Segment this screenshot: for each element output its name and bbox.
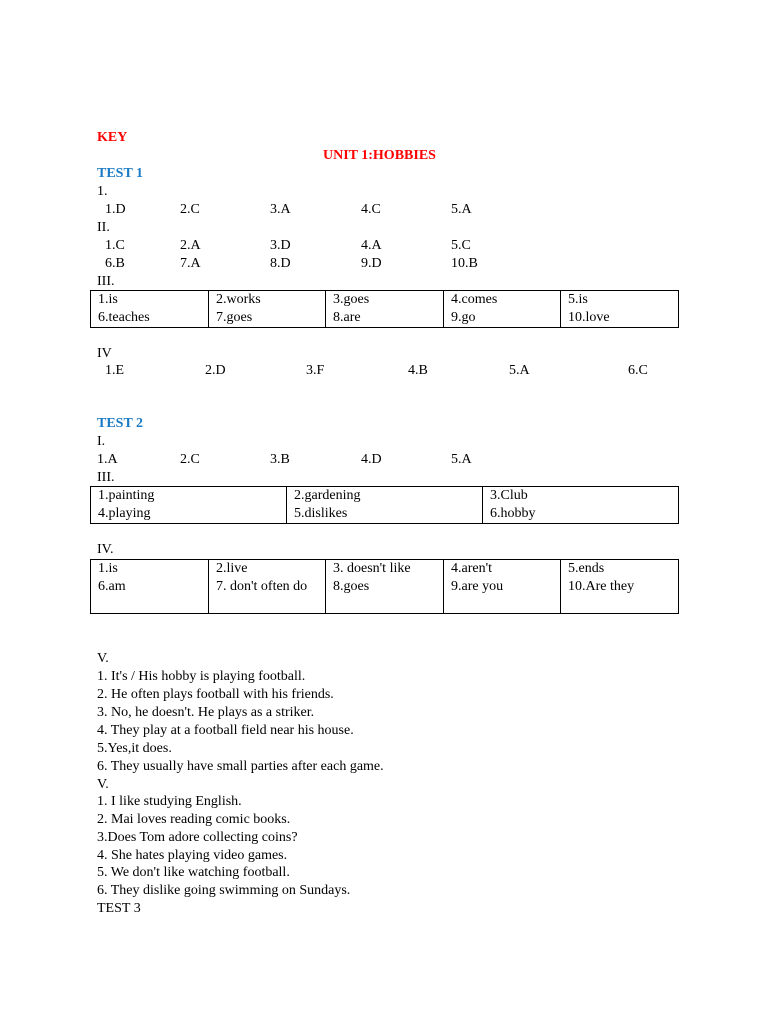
unit-title: UNIT 1:HOBBIES xyxy=(323,148,436,163)
answer: 8.D xyxy=(270,256,291,271)
cell-line: 5.is xyxy=(568,292,588,307)
cell-line: 5.ends xyxy=(568,561,605,576)
answer: 2.D xyxy=(205,363,226,378)
answer: 4.B xyxy=(408,363,428,378)
table-cell xyxy=(209,291,326,328)
test1-section1-answers xyxy=(0,201,768,219)
answer-line: 2. Mai loves reading comic books. xyxy=(97,812,291,827)
answer-line: 3. No, he doesn't. He plays as a striker. xyxy=(97,705,315,720)
test3-heading: TEST 3 xyxy=(97,901,141,916)
test1-section2-row1 xyxy=(0,237,768,255)
test1-section2-row2 xyxy=(0,255,768,273)
answer-line: 3.Does Tom adore collecting coins? xyxy=(97,830,298,845)
answer: 1.E xyxy=(105,363,125,378)
answer: 3.A xyxy=(270,202,291,217)
answer: 3.D xyxy=(270,238,291,253)
test2-section3-label: III. xyxy=(97,470,115,485)
answer: 10.B xyxy=(451,256,478,271)
cell-line: 10.love xyxy=(568,310,610,325)
key-heading: KEY xyxy=(97,130,128,145)
answer: 6.B xyxy=(105,256,125,271)
table-cell xyxy=(91,291,209,328)
answer-line: 5.Yes,it does. xyxy=(97,741,172,756)
answer: 3.B xyxy=(270,452,290,467)
test1-section4-answers xyxy=(0,362,768,380)
answer: 2.A xyxy=(180,238,201,253)
answer: 4.C xyxy=(361,202,381,217)
table-cell xyxy=(483,487,679,524)
cell-line: 1.is xyxy=(98,292,118,307)
answer-line: 4. They play at a football field near his house. xyxy=(97,723,354,738)
answer: 5.A xyxy=(451,452,472,467)
table-cell xyxy=(326,560,444,614)
test2-section4-table xyxy=(90,559,679,614)
test1-section1-label: 1. xyxy=(97,184,108,199)
answer-line: 1. It's / His hobby is playing football. xyxy=(97,669,306,684)
answer: 4.A xyxy=(361,238,382,253)
cell-line: 8.are xyxy=(333,310,361,325)
table-row xyxy=(91,560,679,614)
test1-section3-label: III. xyxy=(97,274,115,289)
cell-line: 6.am xyxy=(98,579,126,594)
test2-section1-answers xyxy=(0,451,768,469)
table-row xyxy=(91,291,679,328)
test2-heading: TEST 2 xyxy=(97,416,144,431)
answer: 9.D xyxy=(361,256,382,271)
test2-section5-label: V. xyxy=(97,651,109,666)
answer: 7.A xyxy=(180,256,201,271)
answer-line: 6. They usually have small parties after each game. xyxy=(97,759,384,774)
cell-line: 4.playing xyxy=(98,506,151,521)
answer: 5.C xyxy=(451,238,471,253)
answer: 2.C xyxy=(180,202,200,217)
cell-line: 9.are you xyxy=(451,579,504,594)
test1-heading: TEST 1 xyxy=(97,166,144,181)
test1-section2-label: II. xyxy=(97,220,110,235)
test2-section4-label: IV. xyxy=(97,542,114,557)
cell-line: 2.works xyxy=(216,292,261,307)
table-cell xyxy=(444,291,561,328)
cell-line: 6.teaches xyxy=(98,310,150,325)
cell-line: 3. doesn't like xyxy=(333,561,411,576)
cell-line: 4.comes xyxy=(451,292,498,307)
cell-line: 2.gardening xyxy=(294,488,361,503)
table-cell xyxy=(91,560,209,614)
cell-line: 8.goes xyxy=(333,579,370,594)
table-cell xyxy=(91,487,287,524)
table-cell xyxy=(326,291,444,328)
table-cell xyxy=(209,560,326,614)
cell-line: 4.aren't xyxy=(451,561,493,576)
answer: 2.C xyxy=(180,452,200,467)
test2-section3-table xyxy=(90,486,679,524)
answer-line: 6. They dislike going swimming on Sundays. xyxy=(97,883,351,898)
cell-line: 10.Are they xyxy=(568,579,635,594)
table-cell xyxy=(444,560,561,614)
cell-line: 1.painting xyxy=(98,488,155,503)
cell-line: 1.is xyxy=(98,561,118,576)
cell-line: 9.go xyxy=(451,310,476,325)
table-cell xyxy=(561,291,679,328)
test1-section3-table xyxy=(90,290,679,328)
answer: 6.C xyxy=(628,363,648,378)
answer-line: 2. He often plays football with his friends. xyxy=(97,687,334,702)
test2-section6-label: V. xyxy=(97,777,109,792)
answer-line: 5. We don't like watching football. xyxy=(97,865,290,880)
cell-line: 3.Club xyxy=(490,488,528,503)
cell-line: 3.goes xyxy=(333,292,370,307)
cell-line: 5.dislikes xyxy=(294,506,348,521)
answer: 3.F xyxy=(306,363,325,378)
cell-line: 7.goes xyxy=(216,310,253,325)
answer: 5.A xyxy=(509,363,530,378)
answer: 1.D xyxy=(105,202,126,217)
cell-line: 6.hobby xyxy=(490,506,536,521)
cell-line: 7. don't often do xyxy=(216,579,308,594)
test1-section4-label: IV xyxy=(97,346,112,361)
answer: 4.D xyxy=(361,452,382,467)
table-cell xyxy=(561,560,679,614)
answer: 1.C xyxy=(105,238,125,253)
test2-section1-label: I. xyxy=(97,434,106,449)
answer: 1.A xyxy=(97,452,118,467)
answer-line: 1. I like studying English. xyxy=(97,794,242,809)
table-row xyxy=(91,487,679,524)
cell-line: 2.live xyxy=(216,561,248,576)
answer-line: 4. She hates playing video games. xyxy=(97,848,288,863)
table-cell xyxy=(287,487,483,524)
answer: 5.A xyxy=(451,202,472,217)
